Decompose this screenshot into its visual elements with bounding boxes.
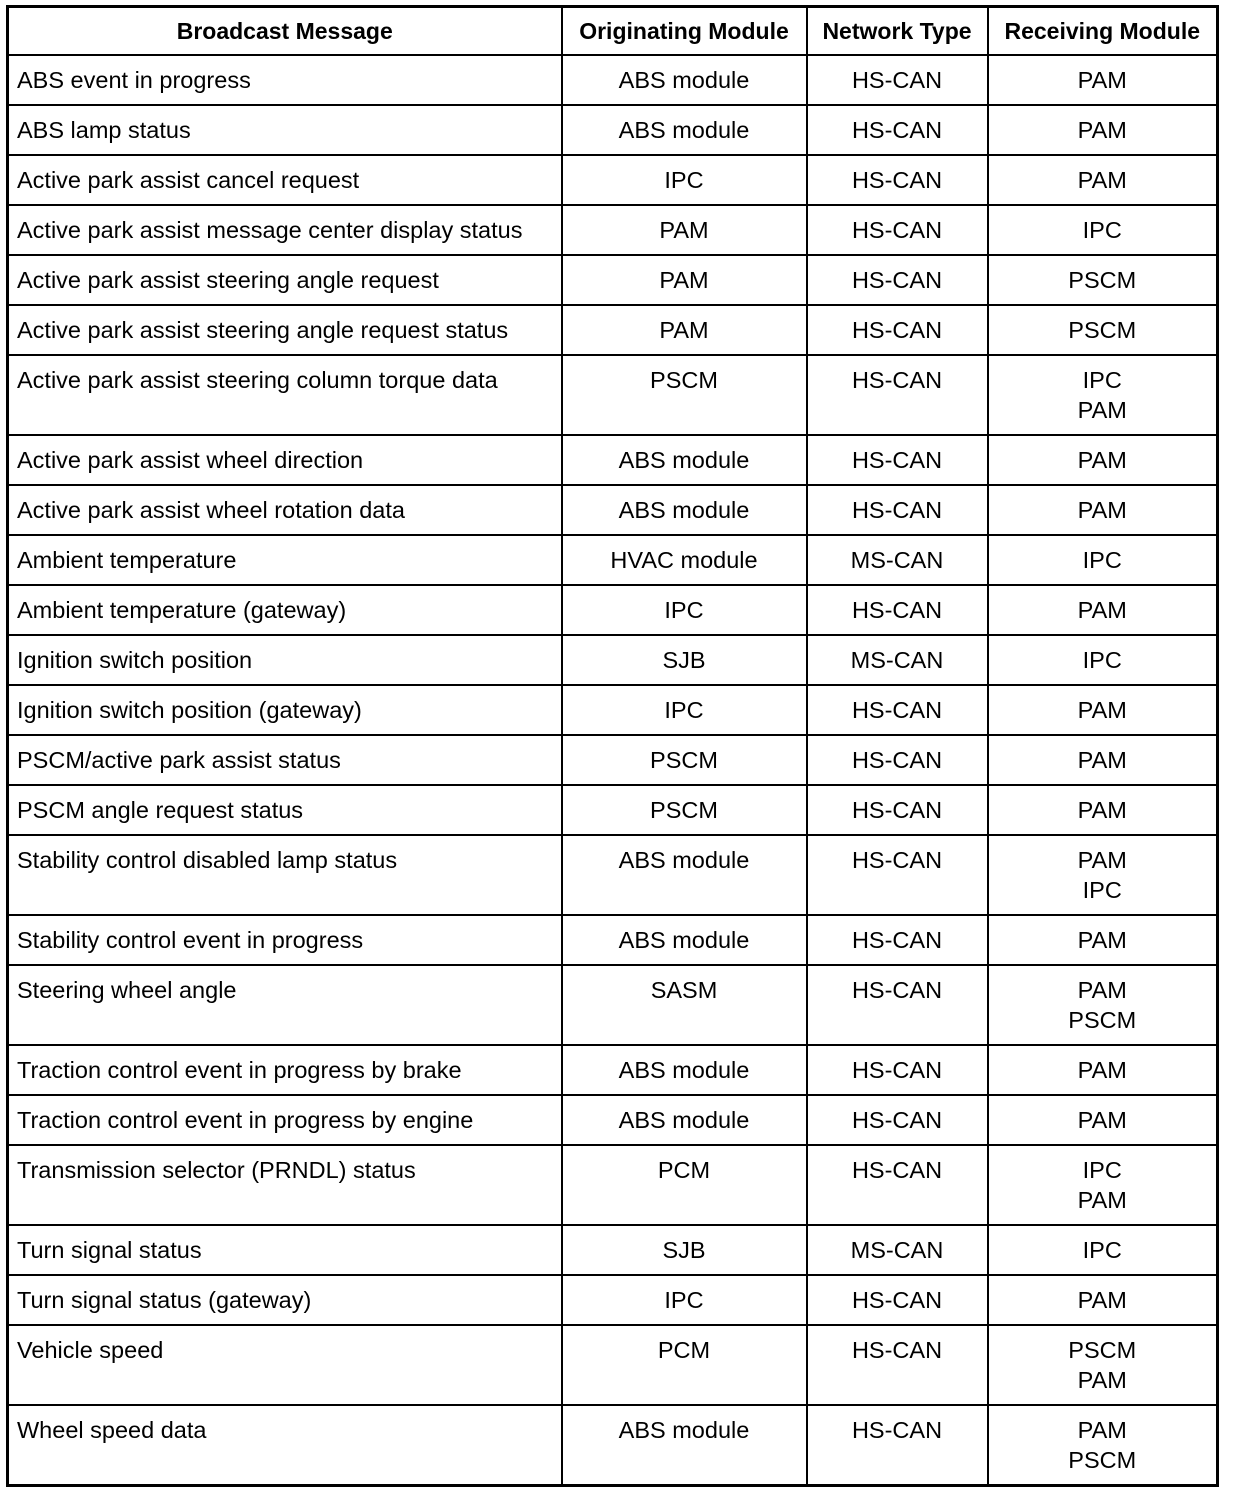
network-type-cell: HS-CAN <box>807 155 988 205</box>
broadcast-message-cell: Active park assist wheel direction <box>8 435 562 485</box>
network-type-cell: HS-CAN <box>807 1325 988 1405</box>
receiving-module-cell <box>988 435 1218 485</box>
table-body <box>8 55 1218 1486</box>
table-row <box>8 485 1218 535</box>
network-type-cell: HS-CAN <box>807 105 988 155</box>
network-type-cell: HS-CAN <box>807 585 988 635</box>
receiving-module-entry: PAM <box>1077 927 1127 953</box>
receiving-module-cell <box>988 1225 1218 1275</box>
broadcast-message-cell: Wheel speed data <box>8 1405 562 1486</box>
table-row <box>8 105 1218 155</box>
receiving-module-entry: PAM <box>1077 1187 1127 1213</box>
receiving-module-entry: PAM <box>1077 1107 1127 1133</box>
receiving-module-entry: PAM <box>1077 797 1127 823</box>
receiving-module-cell <box>988 835 1218 915</box>
receiving-module-cell <box>988 1325 1218 1405</box>
originating-module-cell: ABS module <box>562 1045 807 1095</box>
originating-module-cell: HVAC module <box>562 535 807 585</box>
originating-module-cell: IPC <box>562 155 807 205</box>
broadcast-message-table <box>6 5 1219 1487</box>
receiving-module-entry: PAM <box>1077 447 1127 473</box>
originating-module-cell: ABS module <box>562 55 807 105</box>
originating-module-cell: ABS module <box>562 1095 807 1145</box>
receiving-module-entry: PAM <box>1077 1367 1127 1393</box>
originating-module-cell: SJB <box>562 635 807 685</box>
table-row <box>8 785 1218 835</box>
receiving-module-cell <box>988 1145 1218 1225</box>
receiving-module-cell <box>988 155 1218 205</box>
broadcast-message-cell: Active park assist cancel request <box>8 155 562 205</box>
originating-module-cell: PAM <box>562 255 807 305</box>
receiving-module-cell <box>988 735 1218 785</box>
broadcast-message-cell: Active park assist steering angle request status <box>8 305 562 355</box>
document-page <box>6 5 1219 1487</box>
receiving-module-cell <box>988 205 1218 255</box>
receiving-module-entry: IPC <box>1082 1157 1122 1183</box>
broadcast-message-cell: Stability control disabled lamp status <box>8 835 562 915</box>
network-type-cell: HS-CAN <box>807 1045 988 1095</box>
network-type-cell: HS-CAN <box>807 1095 988 1145</box>
table-row <box>8 1045 1218 1095</box>
receiving-module-cell <box>988 255 1218 305</box>
network-type-cell: HS-CAN <box>807 1405 988 1486</box>
table-row <box>8 835 1218 915</box>
table-row <box>8 735 1218 785</box>
network-type-cell: HS-CAN <box>807 485 988 535</box>
network-type-cell: HS-CAN <box>807 205 988 255</box>
header-broadcast-message: Broadcast Message <box>8 7 562 56</box>
network-type-cell: HS-CAN <box>807 255 988 305</box>
table-row <box>8 1325 1218 1405</box>
receiving-module-entry: PAM <box>1077 1417 1127 1443</box>
network-type-cell: HS-CAN <box>807 915 988 965</box>
table-row <box>8 255 1218 305</box>
receiving-module-cell <box>988 1275 1218 1325</box>
broadcast-message-cell: Traction control event in progress by brake <box>8 1045 562 1095</box>
receiving-module-entry: IPC <box>1082 647 1122 673</box>
broadcast-message-cell: Turn signal status (gateway) <box>8 1275 562 1325</box>
originating-module-cell: IPC <box>562 1275 807 1325</box>
originating-module-cell: PSCM <box>562 785 807 835</box>
receiving-module-cell <box>988 965 1218 1045</box>
broadcast-message-cell: PSCM/active park assist status <box>8 735 562 785</box>
table-row <box>8 205 1218 255</box>
receiving-module-entry: PSCM <box>1068 267 1137 293</box>
broadcast-message-cell: Vehicle speed <box>8 1325 562 1405</box>
receiving-module-entry: IPC <box>1082 547 1122 573</box>
broadcast-message-cell: ABS event in progress <box>8 55 562 105</box>
originating-module-cell: PSCM <box>562 735 807 785</box>
originating-module-cell: PSCM <box>562 355 807 435</box>
originating-module-cell: ABS module <box>562 1405 807 1486</box>
network-type-cell: HS-CAN <box>807 355 988 435</box>
table-row <box>8 55 1218 105</box>
broadcast-message-cell: ABS lamp status <box>8 105 562 155</box>
broadcast-message-cell: Steering wheel angle <box>8 965 562 1045</box>
network-type-cell: HS-CAN <box>807 1145 988 1225</box>
broadcast-message-cell: Active park assist steering angle request <box>8 255 562 305</box>
receiving-module-cell <box>988 485 1218 535</box>
broadcast-message-cell: Stability control event in progress <box>8 915 562 965</box>
table-header-row <box>8 7 1218 56</box>
broadcast-message-cell: Ambient temperature <box>8 535 562 585</box>
table-row <box>8 1145 1218 1225</box>
broadcast-message-cell: Active park assist wheel rotation data <box>8 485 562 535</box>
receiving-module-entry: PAM <box>1077 397 1127 423</box>
network-type-cell: MS-CAN <box>807 1225 988 1275</box>
network-type-cell: HS-CAN <box>807 305 988 355</box>
originating-module-cell: ABS module <box>562 105 807 155</box>
receiving-module-cell <box>988 1405 1218 1486</box>
receiving-module-cell <box>988 685 1218 735</box>
receiving-module-cell <box>988 55 1218 105</box>
network-type-cell: HS-CAN <box>807 835 988 915</box>
table-row <box>8 965 1218 1045</box>
originating-module-cell: SASM <box>562 965 807 1045</box>
broadcast-message-cell: Ambient temperature (gateway) <box>8 585 562 635</box>
originating-module-cell: ABS module <box>562 435 807 485</box>
receiving-module-entry: PAM <box>1077 497 1127 523</box>
receiving-module-cell <box>988 305 1218 355</box>
table-row <box>8 635 1218 685</box>
receiving-module-entry: PAM <box>1077 597 1127 623</box>
network-type-cell: HS-CAN <box>807 785 988 835</box>
broadcast-message-cell: Turn signal status <box>8 1225 562 1275</box>
network-type-cell: HS-CAN <box>807 685 988 735</box>
receiving-module-cell <box>988 535 1218 585</box>
table-row <box>8 355 1218 435</box>
receiving-module-cell <box>988 635 1218 685</box>
header-receiving-module: Receiving Module <box>988 7 1218 56</box>
broadcast-message-cell: Ignition switch position <box>8 635 562 685</box>
network-type-cell: HS-CAN <box>807 735 988 785</box>
receiving-module-entry: IPC <box>1082 1237 1122 1263</box>
broadcast-message-cell: Traction control event in progress by engine <box>8 1095 562 1145</box>
receiving-module-entry: PAM <box>1077 977 1127 1003</box>
receiving-module-entry: IPC <box>1082 367 1122 393</box>
table-row <box>8 1225 1218 1275</box>
receiving-module-entry: PSCM <box>1068 1337 1137 1363</box>
originating-module-cell: ABS module <box>562 835 807 915</box>
table-row <box>8 305 1218 355</box>
receiving-module-entry: PAM <box>1077 1057 1127 1083</box>
receiving-module-entry: PSCM <box>1068 1447 1137 1473</box>
table-row <box>8 535 1218 585</box>
receiving-module-entry: PAM <box>1077 747 1127 773</box>
receiving-module-cell <box>988 355 1218 435</box>
network-type-cell: HS-CAN <box>807 55 988 105</box>
table-row <box>8 585 1218 635</box>
table-row <box>8 1405 1218 1486</box>
receiving-module-entry: IPC <box>1082 877 1122 903</box>
table-row <box>8 435 1218 485</box>
network-type-cell: MS-CAN <box>807 635 988 685</box>
receiving-module-entry: PAM <box>1077 847 1127 873</box>
originating-module-cell: PCM <box>562 1145 807 1225</box>
originating-module-cell: IPC <box>562 585 807 635</box>
receiving-module-cell <box>988 915 1218 965</box>
receiving-module-entry: PSCM <box>1068 317 1137 343</box>
receiving-module-entry: PSCM <box>1068 1007 1137 1033</box>
receiving-module-cell <box>988 105 1218 155</box>
originating-module-cell: PAM <box>562 205 807 255</box>
broadcast-message-cell: Transmission selector (PRNDL) status <box>8 1145 562 1225</box>
receiving-module-entry: PAM <box>1077 117 1127 143</box>
table-row <box>8 1095 1218 1145</box>
originating-module-cell: SJB <box>562 1225 807 1275</box>
table-row <box>8 915 1218 965</box>
originating-module-cell: PAM <box>562 305 807 355</box>
receiving-module-entry: PAM <box>1077 697 1127 723</box>
originating-module-cell: IPC <box>562 685 807 735</box>
receiving-module-cell <box>988 585 1218 635</box>
receiving-module-cell <box>988 1045 1218 1095</box>
originating-module-cell: ABS module <box>562 485 807 535</box>
receiving-module-entry: PAM <box>1077 67 1127 93</box>
table-row <box>8 155 1218 205</box>
network-type-cell: MS-CAN <box>807 535 988 585</box>
header-network-type: Network Type <box>807 7 988 56</box>
network-type-cell: HS-CAN <box>807 1275 988 1325</box>
network-type-cell: HS-CAN <box>807 435 988 485</box>
receiving-module-cell <box>988 785 1218 835</box>
header-originating-module: Originating Module <box>562 7 807 56</box>
table-row <box>8 1275 1218 1325</box>
table-row <box>8 685 1218 735</box>
broadcast-message-cell: Active park assist message center display status <box>8 205 562 255</box>
broadcast-message-cell: Active park assist steering column torque data <box>8 355 562 435</box>
receiving-module-entry: PAM <box>1077 167 1127 193</box>
receiving-module-entry: PAM <box>1077 1287 1127 1313</box>
receiving-module-entry: IPC <box>1082 217 1122 243</box>
originating-module-cell: ABS module <box>562 915 807 965</box>
broadcast-message-cell: Ignition switch position (gateway) <box>8 685 562 735</box>
network-type-cell: HS-CAN <box>807 965 988 1045</box>
broadcast-message-cell: PSCM angle request status <box>8 785 562 835</box>
originating-module-cell: PCM <box>562 1325 807 1405</box>
receiving-module-cell <box>988 1095 1218 1145</box>
